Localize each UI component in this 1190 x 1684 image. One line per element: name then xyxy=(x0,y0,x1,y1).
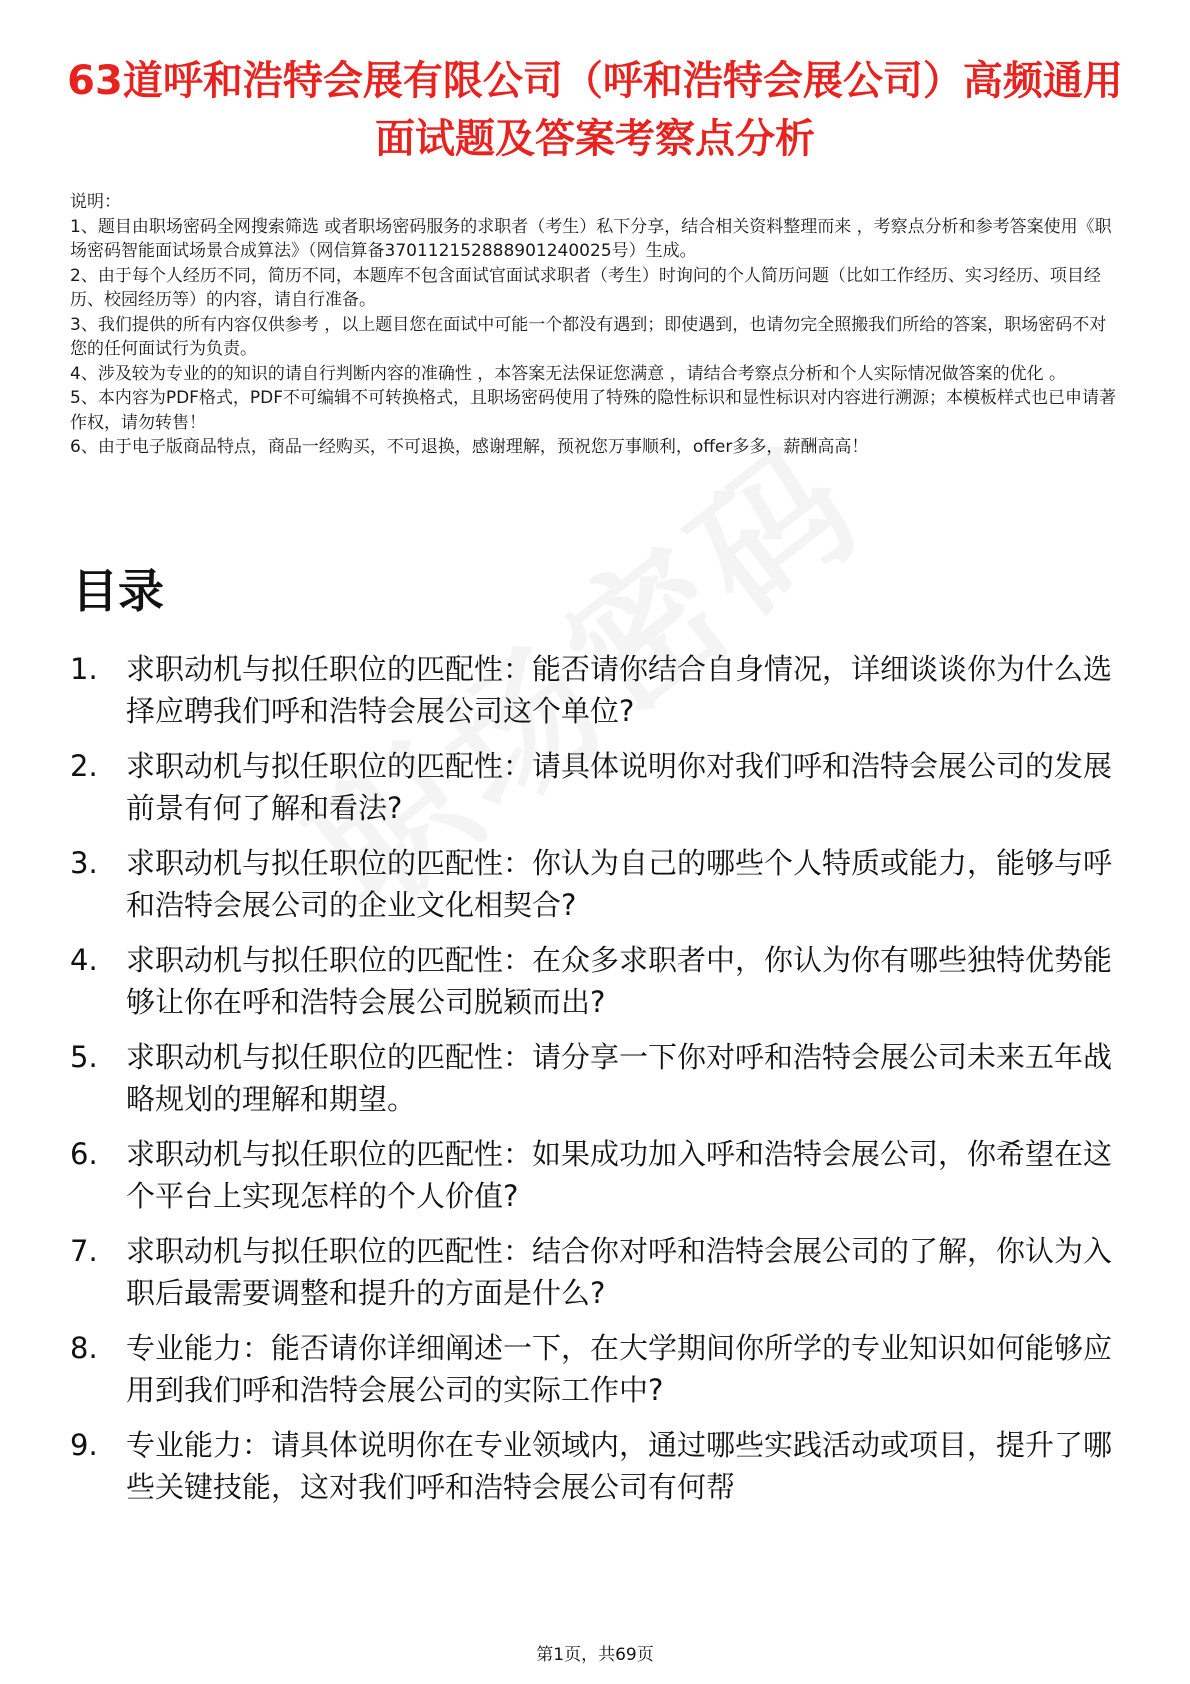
notes-label: 说明： xyxy=(70,192,121,212)
toc-item[interactable] xyxy=(70,1327,1130,1411)
toc-item[interactable] xyxy=(70,745,1130,829)
toc-item[interactable] xyxy=(70,1230,1130,1314)
toc-item-text: 求职动机与拟任职位的匹配性：能否请你结合自身情况，详细谈谈你为什么选择应聘我们呼和浩特会展公司这个单位? xyxy=(126,652,1113,728)
toc-item-text: 求职动机与拟任职位的匹配性：结合你对呼和浩特会展公司的了解，你认为入职后最需要调整和提升的方面是什么? xyxy=(126,1234,1113,1310)
page-footer: 第1页，共69页 xyxy=(536,1645,654,1665)
toc-item-number: 1. xyxy=(70,652,98,686)
toc-list xyxy=(70,648,1130,1638)
toc-item-text: 求职动机与拟任职位的匹配性：请具体说明你对我们呼和浩特会展公司的发展前景有何了解和看法? xyxy=(126,749,1113,825)
toc-item[interactable] xyxy=(70,1424,1130,1508)
toc-item-text: 求职动机与拟任职位的匹配性：请分享一下你对呼和浩特会展公司未来五年战略规划的理解和期望。 xyxy=(126,1040,1113,1116)
note-item: 4、涉及较为专业的的知识的请自行判断内容的准确性 ，本答案无法保证您满意 ，请结合考察点分析和个人实际情况做答案的优化 。 xyxy=(70,363,1067,384)
toc-item-number: 4. xyxy=(70,943,98,977)
toc-item-text: 专业能力：能否请你详细阐述一下，在大学期间你所学的专业知识如何能够应用到我们呼和浩特会展公司的实际工作中? xyxy=(126,1331,1113,1407)
note-item: 2、由于每个人经历不同，简历不同，本题库不包含面试官面试求职者（考生）时询问的个人简历问题（比如工作经历、实习经历、项目经历、校园经历等）的内容，请自行准备。 xyxy=(70,265,1101,310)
toc-item-number: 2. xyxy=(70,749,98,783)
toc-item-number: 9. xyxy=(70,1428,98,1462)
toc-item[interactable] xyxy=(70,1036,1130,1120)
toc-item[interactable] xyxy=(70,939,1130,1023)
toc-heading: 目录 xyxy=(72,564,164,618)
toc-item-text: 求职动机与拟任职位的匹配性：在众多求职者中，你认为你有哪些独特优势能够让你在呼和浩特会展公司脱颖而出? xyxy=(126,943,1113,1019)
notes-section xyxy=(70,190,1120,460)
toc-item-number: 6. xyxy=(70,1137,98,1171)
toc-item-text: 求职动机与拟任职位的匹配性：你认为自己的哪些个人特质或能力，能够与呼和浩特会展公司的企业文化相契合? xyxy=(126,846,1113,922)
toc-item-number: 8. xyxy=(70,1331,98,1365)
toc-item-text: 专业能力：请具体说明你在专业领域内，通过哪些实践活动或项目，提升了哪些关键技能，这对我们呼和浩特会展公司有何帮 xyxy=(126,1428,1113,1504)
toc-item-number: 3. xyxy=(70,846,98,880)
note-item: 5、本内容为PDF格式，PDF不可编辑不可转换格式，且职场密码使用了特殊的隐性标识和显性标识对内容进行溯源；本模板样式也已申请著作权，请勿转售！ xyxy=(70,388,1117,433)
note-item: 6、由于电子版商品特点，商品一经购买，不可退换，感谢理解，预祝您万事顺利，offer多多，薪酬高高！ xyxy=(70,437,869,457)
note-item: 3、我们提供的所有内容仅供参考 ，以上题目您在面试中可能一个都没有遇到；即使遇到，也请勿完全照搬我们所给的答案，职场密码不对您的任何面试行为负责。 xyxy=(70,314,1107,359)
toc-item-number: 7. xyxy=(70,1234,98,1268)
toc-item-number: 5. xyxy=(70,1040,98,1074)
toc-item[interactable] xyxy=(70,1133,1130,1217)
toc-item-text: 求职动机与拟任职位的匹配性：如果成功加入呼和浩特会展公司，你希望在这个平台上实现怎样的个人价值? xyxy=(126,1137,1113,1213)
toc-item[interactable] xyxy=(70,648,1130,732)
document-title: 63道呼和浩特会展有限公司（呼和浩特会展公司）高频通用面试题及答案考察点分析 xyxy=(67,58,1123,162)
toc-item[interactable] xyxy=(70,842,1130,926)
note-item: 1、题目由职场密码全网搜索筛选 或者职场密码服务的求职者（考生）私下分享，结合相关资料整理而来 ，考察点分析和参考答案使用《职场密码智能面试场景合成算法》（网信算备370112152888901240025号）生成。 xyxy=(70,216,1112,261)
